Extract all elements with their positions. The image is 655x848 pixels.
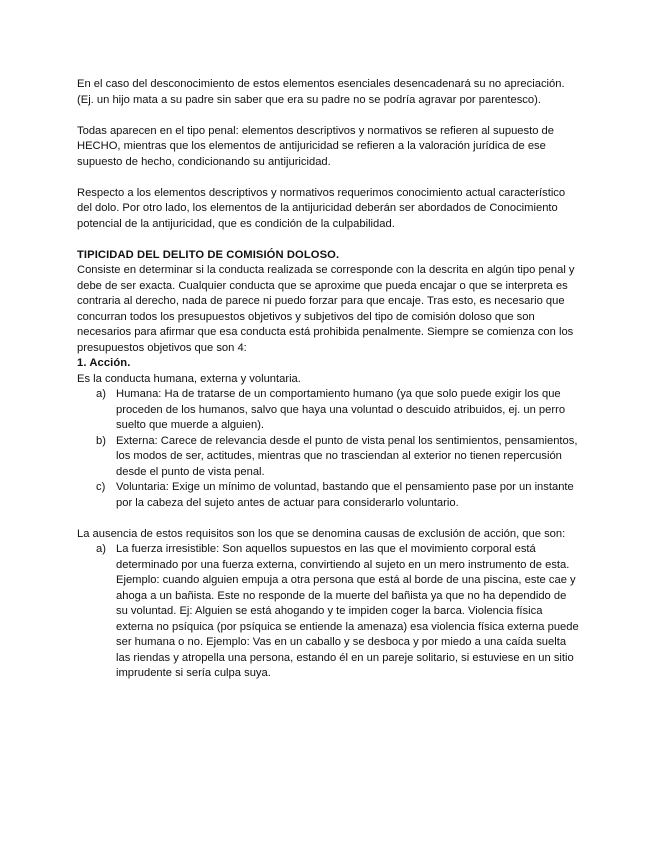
list-marker: b) — [96, 434, 106, 447]
list-item-externa — [77, 434, 579, 481]
paragraph-elementos-descriptivos: Respecto a los elementos descriptivos y normativos requerimos conocimiento actual característico del dolo. Por otro lado, los elementos de la antijuricidad deberán ser abordados de Conocimiento potencial de la antijuricidad, que es condición de la culpabilidad. — [77, 186, 566, 230]
list-item-text: Externa: Carece de relevancia desde el punto de vista penal los sentimientos, pensamientos, los modos de ser, actitudes, mientras que no trasciendan al exterior no tienen repercusión desde el punto de vista penal. — [116, 434, 578, 478]
list-item-text: La fuerza irresistible: Son aquellos supuestos en las que el movimiento corporal está determinado por una fuerza externa, convirtiendo al sujeto en un mero instrumento de esta. Ejemplo: cuando alguien empuja a otra persona que está al borde de una piscina, este cae y ahoga a un bañista. Este no responde de la muerte del bañista ya que no ha dependido de su voluntad. Ej: Alguien se está ahogando y te impiden coger la barca. Violencia física externa no psíquica (por psíquica se entiende la amenaza) esa violencia física externa puede ser humana o no. Ejemplo: Vas en un caballo y se desboca y por miedo a una caída suelta las riendas y atropella una persona, estando él en un pareje solitario, si estuviese en un sitio imprudente si sería culpa suya. — [116, 543, 579, 679]
list-item-humana — [77, 387, 579, 434]
list-marker: c) — [96, 481, 106, 493]
document-page — [77, 77, 579, 682]
paragraph-desconocimiento: En el caso del desconocimiento de estos elementos esenciales desencadenará su no apreciación. (Ej. un hijo mata a su padre sin saber que era su padre no se podría agravar por parentesco). — [77, 78, 565, 106]
list-item-text: Humana: Ha de tratarse de un comportamiento humano (ya que solo puede exigir los que proceden de los humanos, salvo que haya una voluntad o descuido atribuidos, ej. un perro suelto que muerde a alguien). — [116, 388, 566, 431]
subheading-intro: Es la conducta humana, externa y voluntaria. — [77, 372, 301, 385]
list-marker: a) — [96, 388, 106, 400]
list-item-text: Voluntaria: Exige un mínimo de voluntad, bastando que el pensamiento pase por un instante por la cabeza del sujeto antes de actuar para considerarlo voluntario. — [116, 481, 574, 509]
causas-list — [77, 542, 579, 682]
list-item-fuerza-irresistible — [77, 542, 579, 682]
paragraph-tipo-penal: Todas aparecen en el tipo penal: elementos descriptivos y normativos se refieren al supuesto de HECHO, mientras que los elementos de antijuricidad se refieren a la valoración jurídica de ese supuesto de hecho, condicionando su antijuricidad. — [77, 124, 554, 168]
list-marker: a) — [96, 543, 106, 555]
section-intro: Consiste en determinar si la conducta realizada se corresponde con la descrita en algún tipo penal y debe de ser exacta. Cualquier conducta que se aproxime que pueda encajar o que se interpreta es contraria al derecho, nada de parece ni puedo forzar para que encaje. Tras esto, es necesario que concurran todos los presupuestos objetivos y subjetivos del tipo de comisión doloso que son necesarios para afirmar que esa conducta está prohibida penalmente. Siempre se comienza con los presupuestos objetivos que son 4: — [77, 264, 575, 354]
requisitos-list — [77, 387, 579, 511]
paragraph-ausencia: La ausencia de estos requisitos son los que se denomina causas de exclusión de acción, que son: — [77, 527, 566, 540]
list-item-voluntaria — [77, 480, 579, 511]
subheading-accion: 1. Acción. — [77, 357, 131, 369]
section-heading: TIPICIDAD DEL DELITO DE COMISIÓN DOLOSO. — [77, 248, 340, 261]
